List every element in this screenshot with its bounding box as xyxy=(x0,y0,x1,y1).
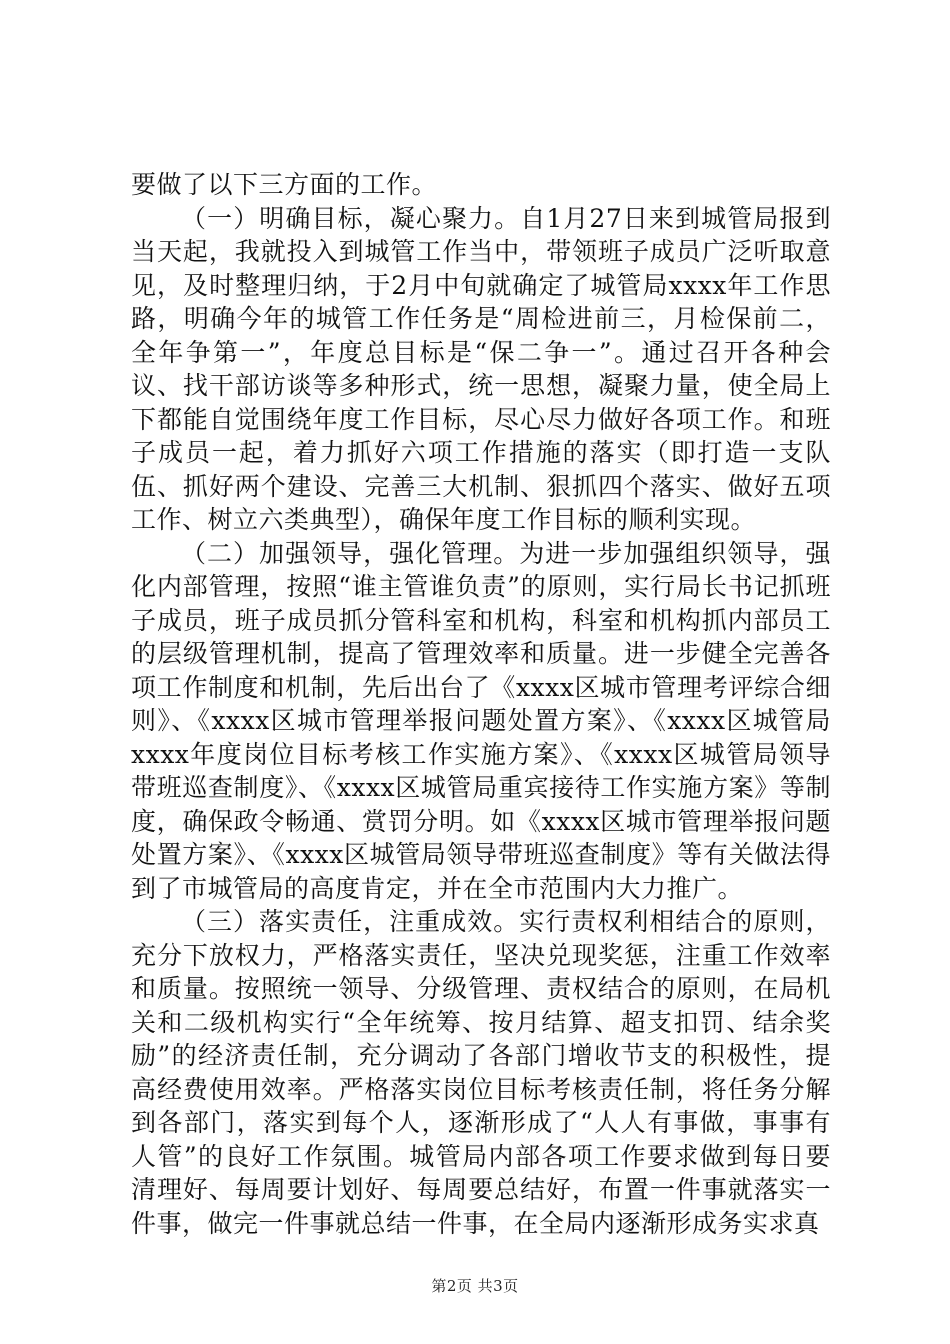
paragraph-section-one: （一）明确目标，凝心聚力。自1月27日来到城管局报到当天起，我就投入到城管工作当中，带领班子成员广泛听取意见，及时整理归纳，于2月中旬就确定了城管局xxxx年工作思路，明确今年的城管工作任务是“周检进前三，月检保前二，全年争第一”，年度总目标是“保二争一”。通过召开各种会议、找干部访谈等多种形式，统一思想，凝聚力量，使全局上下都能自觉围绕年度工作目标，尽心尽力做好各项工作。和班子成员一起，着力抓好六项工作措施的落实（即打造一支队伍、抓好两个建设、完善三大机制、狠抓四个落实、做好五项工作、树立六类典型），确保年度工作目标的顺利实现。 xyxy=(131,203,831,534)
paragraph-intro-continuation: 要做了以下三方面的工作。 xyxy=(131,170,438,199)
document-body xyxy=(131,168,831,1240)
paragraph-section-three: （三）落实责任，注重成效。实行责权利相结合的原则，充分下放权力，严格落实责任，坚决兑现奖惩，注重工作效率和质量。按照统一领导、分级管理、责权结合的原则，在局机关和二级机构实行“全年统筹、按月结算、超支扣罚、结余奖励”的经济责任制，充分调动了各部门增收节支的积极性，提高经费使用效率。严格落实岗位目标考核责任制，将任务分解到各部门，落实到每个人，逐渐形成了“人人有事做，事事有人管”的良好工作氛围。城管局内部各项工作要求做到每日要清理好、每周要计划好、每周要总结好，布置一件事就落实一件事，做完一件事就总结一件事，在全局内逐渐形成务实求真 xyxy=(131,907,831,1238)
paragraph-section-two: （二）加强领导，强化管理。为进一步加强组织领导，强化内部管理，按照“谁主管谁负责”的原则，实行局长书记抓班子成员，班子成员抓分管科室和机构，科室和机构抓内部员工的层级管理机制，提高了管理效率和质量。进一步健全完善各项工作制度和机制，先后出台了《xxxx区城市管理考评综合细则》、《xxxx区城市管理举报问题处置方案》、《xxxx区城管局xxxx年度岗位目标考核工作实施方案》、《xxxx区城管局领导带班巡查制度》、《xxxx区城管局重宾接待工作实施方案》等制度，确保政令畅通、赏罚分明。如《xxxx区城市管理举报问题处置方案》、《xxxx区城管局领导带班巡查制度》等有关做法得到了市城管局的高度肯定，并在全市范围内大力推广。 xyxy=(131,538,831,903)
page-number-footer: 第2页 共3页 xyxy=(431,1277,519,1295)
